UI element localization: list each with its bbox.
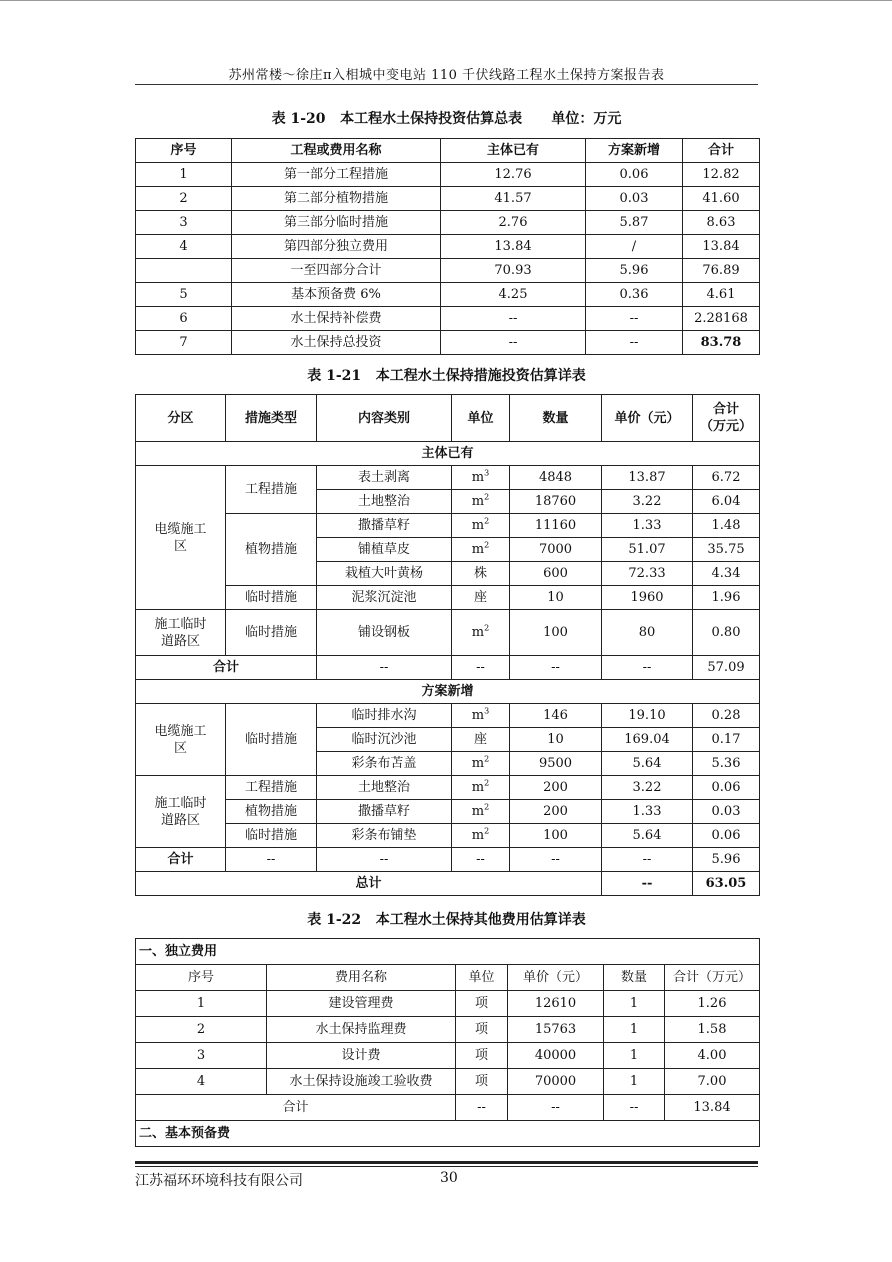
cell: 70000 xyxy=(508,1069,604,1095)
cell: -- xyxy=(602,656,693,680)
cell: 表土剥离 xyxy=(317,466,452,490)
cell: 项 xyxy=(456,1069,508,1095)
table-row xyxy=(136,824,760,848)
table-1-20-caption: 表 1-20 本工程水土保持投资估算总表 单位：万元 xyxy=(271,111,622,127)
cell: 3 xyxy=(136,211,232,235)
table-row xyxy=(136,187,760,211)
unit-cell xyxy=(452,704,510,728)
table-1-22-caption: 表 1-22 本工程水土保持其他费用估算详表 xyxy=(307,912,586,928)
area-cell xyxy=(136,704,226,776)
table-row xyxy=(136,1069,760,1095)
measure-cell: 植物措施 xyxy=(226,800,317,824)
cell: 一至四部分合计 xyxy=(232,259,441,283)
column-header: 费用名称 xyxy=(267,965,456,991)
area-cell xyxy=(136,610,226,656)
unit-cell: 座 xyxy=(452,586,510,610)
subtotal-row xyxy=(136,848,760,872)
cell xyxy=(136,259,232,283)
table-1-21-caption: 表 1-21 本工程水土保持措施投资估算详表 xyxy=(307,368,586,384)
total-investment-cell: 83.78 xyxy=(683,331,760,355)
cell: 项 xyxy=(456,1017,508,1043)
table-row xyxy=(136,514,760,538)
cell: 1.58 xyxy=(665,1017,760,1043)
cell: 13.84 xyxy=(441,235,586,259)
cell: 5 xyxy=(136,283,232,307)
cell: -- xyxy=(586,307,683,331)
cell: 2.28168 xyxy=(683,307,760,331)
cell: 撒播草籽 xyxy=(317,514,452,538)
table-row xyxy=(136,211,760,235)
unit-cell xyxy=(452,514,510,538)
table-row xyxy=(136,704,760,728)
cell: / xyxy=(586,235,683,259)
cell: 146 xyxy=(510,704,602,728)
cell: 彩条布苫盖 xyxy=(317,752,452,776)
area-line: 道路区 xyxy=(160,633,200,649)
cell: 4 xyxy=(136,1069,267,1095)
cell: 18760 xyxy=(510,490,602,514)
area-cell xyxy=(136,466,226,610)
cell: 169.04 xyxy=(602,728,693,752)
cell: 1.96 xyxy=(693,586,760,610)
cell: -- xyxy=(317,656,452,680)
cell: 600 xyxy=(510,562,602,586)
cell: 第三部分临时措施 xyxy=(232,211,441,235)
cell: 3 xyxy=(136,1043,267,1069)
unit: m xyxy=(471,542,485,557)
table-row xyxy=(136,466,760,490)
cell: 铺设钢板 xyxy=(317,610,452,656)
cell: 6.72 xyxy=(693,466,760,490)
unit: m xyxy=(471,625,485,640)
table-1-22 xyxy=(135,938,760,1147)
cell: 4 xyxy=(136,235,232,259)
cell: -- xyxy=(317,848,452,872)
cell: 6.04 xyxy=(693,490,760,514)
measure-cell: 临时措施 xyxy=(226,610,317,656)
column-header: 主体已有 xyxy=(441,139,586,163)
cell: 栽植大叶黄杨 xyxy=(317,562,452,586)
cell: 10 xyxy=(510,728,602,752)
cell: 泥浆沉淀池 xyxy=(317,586,452,610)
area-line: 电缆施工 xyxy=(154,521,207,537)
section-row xyxy=(136,680,760,704)
cell: 4.61 xyxy=(683,283,760,307)
cell: 200 xyxy=(510,776,602,800)
area-line: 区 xyxy=(173,538,187,554)
cell: 0.28 xyxy=(693,704,760,728)
table-header-row xyxy=(136,395,760,442)
unit-exponent: 2 xyxy=(484,540,490,550)
cell: 12.76 xyxy=(441,163,586,187)
header-rule xyxy=(135,84,758,85)
cell: 3.22 xyxy=(602,490,693,514)
cell: 11160 xyxy=(510,514,602,538)
table-row xyxy=(136,307,760,331)
cell: -- xyxy=(586,331,683,355)
subtotal-label: 合计 xyxy=(136,848,226,872)
column-header: 合计 xyxy=(683,139,760,163)
column-header: 工程或费用名称 xyxy=(232,139,441,163)
subtotal-row xyxy=(136,1095,760,1121)
unit: m xyxy=(471,708,485,723)
unit-cell xyxy=(452,800,510,824)
unit-exponent: 3 xyxy=(484,706,490,716)
unit: m xyxy=(471,804,485,819)
cell: 项 xyxy=(456,1043,508,1069)
cell: 水土保持监理费 xyxy=(267,1017,456,1043)
cell: 7.00 xyxy=(665,1069,760,1095)
cell: 100 xyxy=(510,824,602,848)
grand-total-label: 总计 xyxy=(136,872,602,896)
cell: -- xyxy=(510,656,602,680)
cell: 5.36 xyxy=(693,752,760,776)
column-header: 内容类别 xyxy=(317,395,452,442)
cell: 8.63 xyxy=(683,211,760,235)
cell: 1 xyxy=(604,1069,665,1095)
cell: -- xyxy=(441,331,586,355)
page-top-border xyxy=(0,0,892,1)
cell: 设计费 xyxy=(267,1043,456,1069)
unit-exponent: 2 xyxy=(484,778,490,788)
cell: 19.10 xyxy=(602,704,693,728)
cell: 10 xyxy=(510,586,602,610)
column-header: 措施类型 xyxy=(226,395,317,442)
cell: 100 xyxy=(510,610,602,656)
cell: 1.33 xyxy=(602,800,693,824)
cell: -- xyxy=(456,1095,508,1121)
section-label: 一、独立费用 xyxy=(136,939,760,965)
unit-exponent: 3 xyxy=(484,468,490,478)
table-row xyxy=(136,1043,760,1069)
cell: 41.60 xyxy=(683,187,760,211)
cell: 0.06 xyxy=(693,776,760,800)
cell: 5.96 xyxy=(586,259,683,283)
cell: 建设管理费 xyxy=(267,991,456,1017)
unit-cell xyxy=(452,776,510,800)
cell: 40000 xyxy=(508,1043,604,1069)
cell: 铺植草皮 xyxy=(317,538,452,562)
unit-cell xyxy=(452,490,510,514)
footer-rule-thick xyxy=(135,1161,758,1164)
unit-cell: 座 xyxy=(452,728,510,752)
measure-cell: 植物措施 xyxy=(226,514,317,586)
subtotal-value: 13.84 xyxy=(665,1095,760,1121)
column-header: 分区 xyxy=(136,395,226,442)
section-row xyxy=(136,442,760,466)
cell: 9500 xyxy=(510,752,602,776)
cell: 彩条布铺垫 xyxy=(317,824,452,848)
unit-exponent: 2 xyxy=(484,492,490,502)
unit-cell xyxy=(452,610,510,656)
cell: 5.64 xyxy=(602,824,693,848)
cell: 13.87 xyxy=(602,466,693,490)
cell: 5.64 xyxy=(602,752,693,776)
table-row xyxy=(136,586,760,610)
table-row xyxy=(136,800,760,824)
unit-exponent: 2 xyxy=(484,623,490,633)
subtotal-row xyxy=(136,656,760,680)
cell: 35.75 xyxy=(693,538,760,562)
table-row xyxy=(136,991,760,1017)
unit: m xyxy=(471,494,485,509)
column-header: 单位 xyxy=(456,965,508,991)
area-line: 区 xyxy=(173,740,187,756)
cell: -- xyxy=(441,307,586,331)
column-header: 合计（万元） xyxy=(665,965,760,991)
unit: m xyxy=(471,518,485,533)
unit-cell xyxy=(452,466,510,490)
cell: 第二部分植物措施 xyxy=(232,187,441,211)
cell: 6 xyxy=(136,307,232,331)
cell: 5.87 xyxy=(586,211,683,235)
cell: 1 xyxy=(604,991,665,1017)
cell: -- xyxy=(602,872,693,896)
column-header: 数量 xyxy=(510,395,602,442)
table-1-21 xyxy=(135,394,760,896)
cell: 80 xyxy=(602,610,693,656)
cell: 1 xyxy=(136,991,267,1017)
table-row xyxy=(136,235,760,259)
subtotal-value: 5.96 xyxy=(693,848,760,872)
cell: 51.07 xyxy=(602,538,693,562)
cell: 基本预备费 6% xyxy=(232,283,441,307)
cell: 4.00 xyxy=(665,1043,760,1069)
cell: 水土保持设施竣工验收费 xyxy=(267,1069,456,1095)
cell: 1.48 xyxy=(693,514,760,538)
table-row xyxy=(136,610,760,656)
cell: 0.06 xyxy=(693,824,760,848)
cell: 水土保持总投资 xyxy=(232,331,441,355)
cell: 2 xyxy=(136,187,232,211)
unit-exponent: 2 xyxy=(484,754,490,764)
header-line: （万元） xyxy=(699,419,752,434)
column-header: 序号 xyxy=(136,965,267,991)
column-header: 单价（元） xyxy=(508,965,604,991)
measure-cell: 工程措施 xyxy=(226,466,317,514)
subtotal-value: 57.09 xyxy=(693,656,760,680)
cell: 1.33 xyxy=(602,514,693,538)
cell: 200 xyxy=(510,800,602,824)
cell: 临时沉沙池 xyxy=(317,728,452,752)
cell: 项 xyxy=(456,991,508,1017)
cell: -- xyxy=(452,848,510,872)
table-row xyxy=(136,776,760,800)
cell: 0.03 xyxy=(693,800,760,824)
cell: 1960 xyxy=(602,586,693,610)
cell: 12.82 xyxy=(683,163,760,187)
unit-cell xyxy=(452,752,510,776)
footer-company: 江苏福环环境科技有限公司 xyxy=(135,1173,303,1189)
table-header-row xyxy=(136,139,760,163)
column-header: 数量 xyxy=(604,965,665,991)
section-row xyxy=(136,1121,760,1147)
unit-exponent: 2 xyxy=(484,826,490,836)
area-line: 道路区 xyxy=(160,812,200,828)
table-row xyxy=(136,331,760,355)
cell: 41.57 xyxy=(441,187,586,211)
cell: 土地整治 xyxy=(317,776,452,800)
cell: 13.84 xyxy=(683,235,760,259)
cell: 2.76 xyxy=(441,211,586,235)
cell: 76.89 xyxy=(683,259,760,283)
unit-exponent: 2 xyxy=(484,516,490,526)
cell: 4848 xyxy=(510,466,602,490)
cell: 70.93 xyxy=(441,259,586,283)
cell: 0.36 xyxy=(586,283,683,307)
section-label: 主体已有 xyxy=(136,442,760,466)
grand-total-row xyxy=(136,872,760,896)
cell: 4.34 xyxy=(693,562,760,586)
page-number: 30 xyxy=(440,1170,458,1186)
cell: 1 xyxy=(604,1043,665,1069)
cell: -- xyxy=(226,848,317,872)
unit-cell: 株 xyxy=(452,562,510,586)
area-line: 电缆施工 xyxy=(154,723,207,739)
cell: 72.33 xyxy=(602,562,693,586)
table-row xyxy=(136,259,760,283)
table-row xyxy=(136,1017,760,1043)
cell: 第一部分工程措施 xyxy=(232,163,441,187)
cell: 12610 xyxy=(508,991,604,1017)
cell: 临时排水沟 xyxy=(317,704,452,728)
measure-cell: 工程措施 xyxy=(226,776,317,800)
grand-total-value: 63.05 xyxy=(693,872,760,896)
column-header xyxy=(693,395,760,442)
subtotal-label: 合计 xyxy=(136,1095,456,1121)
cell: 水土保持补偿费 xyxy=(232,307,441,331)
unit-exponent: 2 xyxy=(484,802,490,812)
cell: 1.26 xyxy=(665,991,760,1017)
table-row xyxy=(136,283,760,307)
cell: 第四部分独立费用 xyxy=(232,235,441,259)
column-header: 单位 xyxy=(452,395,510,442)
unit: m xyxy=(471,828,485,843)
section-label: 二、基本预备费 xyxy=(136,1121,760,1147)
cell: 0.06 xyxy=(586,163,683,187)
cell: -- xyxy=(602,848,693,872)
cell: -- xyxy=(604,1095,665,1121)
area-line: 施工临时 xyxy=(154,616,207,632)
cell: 15763 xyxy=(508,1017,604,1043)
column-header: 方案新增 xyxy=(586,139,683,163)
cell: -- xyxy=(510,848,602,872)
cell: 0.80 xyxy=(693,610,760,656)
cell: 撒播草籽 xyxy=(317,800,452,824)
subtotal-label: 合计 xyxy=(136,656,317,680)
unit-cell xyxy=(452,824,510,848)
column-header: 单价（元） xyxy=(602,395,693,442)
unit: m xyxy=(471,470,485,485)
footer-rule-thin xyxy=(135,1166,758,1167)
section-row xyxy=(136,939,760,965)
area-cell xyxy=(136,776,226,848)
cell: 0.17 xyxy=(693,728,760,752)
unit-cell xyxy=(452,538,510,562)
table-row xyxy=(136,163,760,187)
section-label: 方案新增 xyxy=(136,680,760,704)
column-header: 序号 xyxy=(136,139,232,163)
area-line: 施工临时 xyxy=(154,795,207,811)
cell: 4.25 xyxy=(441,283,586,307)
cell: 1 xyxy=(136,163,232,187)
page-header-title: 苏州常楼～徐庄π入相城中变电站 110 千伏线路工程水土保持方案报告表 xyxy=(228,68,665,83)
cell: 3.22 xyxy=(602,776,693,800)
cell: 0.03 xyxy=(586,187,683,211)
cell: -- xyxy=(452,656,510,680)
header-line: 合计 xyxy=(712,402,739,417)
unit: m xyxy=(471,756,485,771)
cell: 7000 xyxy=(510,538,602,562)
measure-cell: 临时措施 xyxy=(226,824,317,848)
measure-cell: 临时措施 xyxy=(226,704,317,776)
table-header-row xyxy=(136,965,760,991)
unit: m xyxy=(471,780,485,795)
measure-cell: 临时措施 xyxy=(226,586,317,610)
cell: -- xyxy=(508,1095,604,1121)
cell: 2 xyxy=(136,1017,267,1043)
table-1-20 xyxy=(135,138,760,355)
cell: 7 xyxy=(136,331,232,355)
cell: 土地整治 xyxy=(317,490,452,514)
cell: 1 xyxy=(604,1017,665,1043)
